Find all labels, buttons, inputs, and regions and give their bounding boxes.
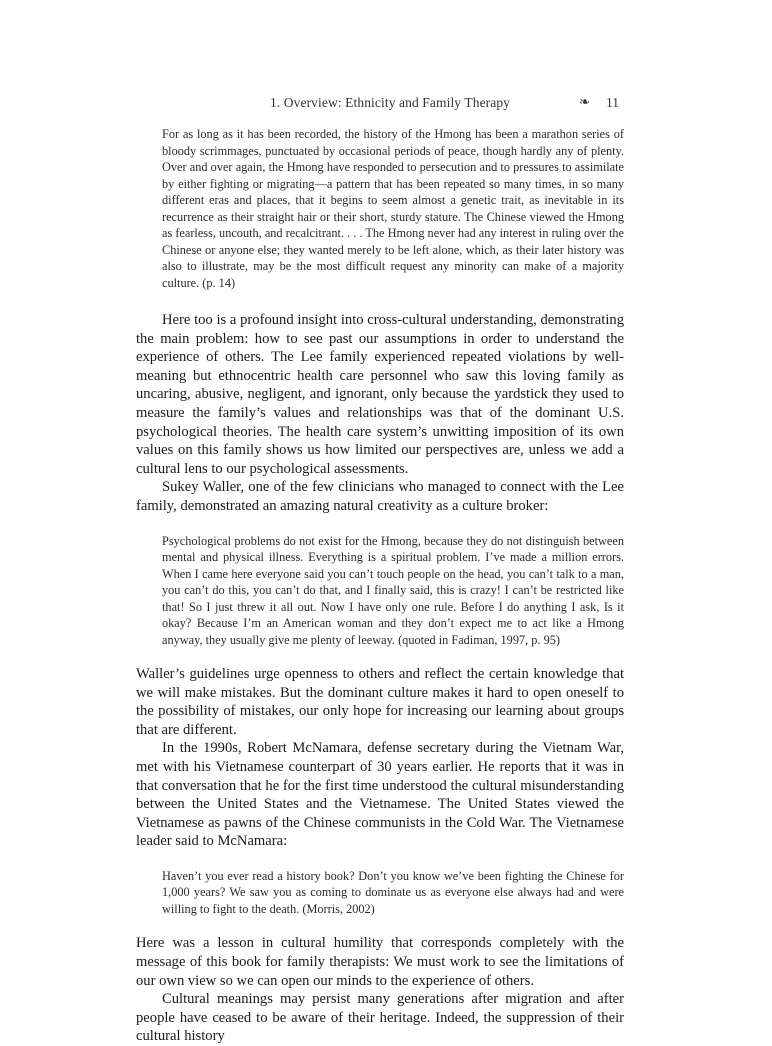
paragraph-mcnamara: In the 1990s, Robert McNamara, defense secretary during the Vietnam War, met with his Vietnamese counterpart of 30 years earlier. He reports that it was in that conversation that he for the first time understood the cultural misunderstanding between the United States and the Vietnamese. The United States viewed the Vietnamese as pawns of the Chinese communists in the Cold War. The Vietnamese leader said to McNamara: xyxy=(136,740,624,850)
page-number: 11 xyxy=(606,95,619,110)
chapter-title: 1. Overview: Ethnicity and Family Therapy xyxy=(270,95,511,110)
block-quote-hmong-history: For as long as it has been recorded, the history of the Hmong has been a marathon series of bloody scrimmages, punctuated by occasional periods of peace, though hardly any of plenty. Over and over again, the Hmong have responded to persecution and to pressures to assimilate by either fighting or migrating—a pattern that has been repeated so many times, in so many different eras and places, that it begins to seem almost a genetic trait, as inevitable in its recurrence as their straight hair or their short, sturdy stature. The Chinese viewed the Hmong as fearless, uncouth, and recalcitrant. . . . The Hmong never had any interest in ruling over the Chinese or anyone else; they wanted merely to be left alone, which, as their later history was also to illustrate, may be the most difficult request any minority can make of a majority culture. (p. 14) xyxy=(162,127,624,290)
paragraph-sukey-waller: Sukey Waller, one of the few clinicians who managed to connect with the Lee family, demonstrated an amazing natural creativity as a culture broker: xyxy=(136,479,624,514)
paragraph-waller-guidelines: Waller’s guidelines urge openness to others and reflect the certain knowledge that we will make mistakes. But the dominant culture makes it hard to open oneself to the possibility of mistakes, our only hope for increasing our learning about groups that are different. xyxy=(136,666,624,738)
paragraph-cultural-humility: Here was a lesson in cultural humility that corresponds completely with the message of this book for family therapists: We must work to see the limitations of our own view so we can open our minds to the experience of others. xyxy=(136,935,624,989)
fleuron-icon: ❧ xyxy=(579,94,590,109)
block-quote-vietnamese-leader: Haven’t you ever read a history book? Don’t you know we’ve been fighting the Chinese for 1,000 years? We saw you as coming to dominate us as everyone else always had and were willing to fight to the death. (Morris, 2002) xyxy=(162,868,624,916)
paragraph-cross-cultural-insight: Here too is a profound insight into cross-cultural understanding, demonstrating the main problem: how to see past our assumptions in order to understand the experience of others. The Lee family experienced repeated violations by well-meaning but ethnocentric health care personnel who saw this loving family as uncaring, abusive, negligent, and ignorant, only because the yardstick they used to measure the family’s values and relationships was that of the dominant U.S. psychological theories. The health care system’s unwitting imposition of its own values on this family shows us how limited our perspectives are, unless we add a cultural lens to our psychological assessments. xyxy=(136,312,624,477)
paragraph-cultural-meanings: Cultural meanings may persist many generations after migration and after people have ceased to be aware of their heritage. Indeed, the suppression of their cultural history xyxy=(136,991,624,1045)
page-body xyxy=(136,126,624,1046)
block-quote-waller: Psychological problems do not exist for the Hmong, because they do not distinguish between mental and physical illness. Everything is a spiritual problem. I’ve made a million errors. When I came here everyone said you can’t touch people on the head, you can’t talk to a man, you can’t do this, you can’t do that, and I finally said, this is crazy! I can’t be restricted like that! So I just threw it all out. Now I have only one rule. Before I do anything I ask, Is it okay? Because I’m an American woman and they don’t expect me to act like a Hmong anyway, they usually give me plenty of leeway. (quoted in Fadiman, 1997, p. 95) xyxy=(162,533,624,647)
